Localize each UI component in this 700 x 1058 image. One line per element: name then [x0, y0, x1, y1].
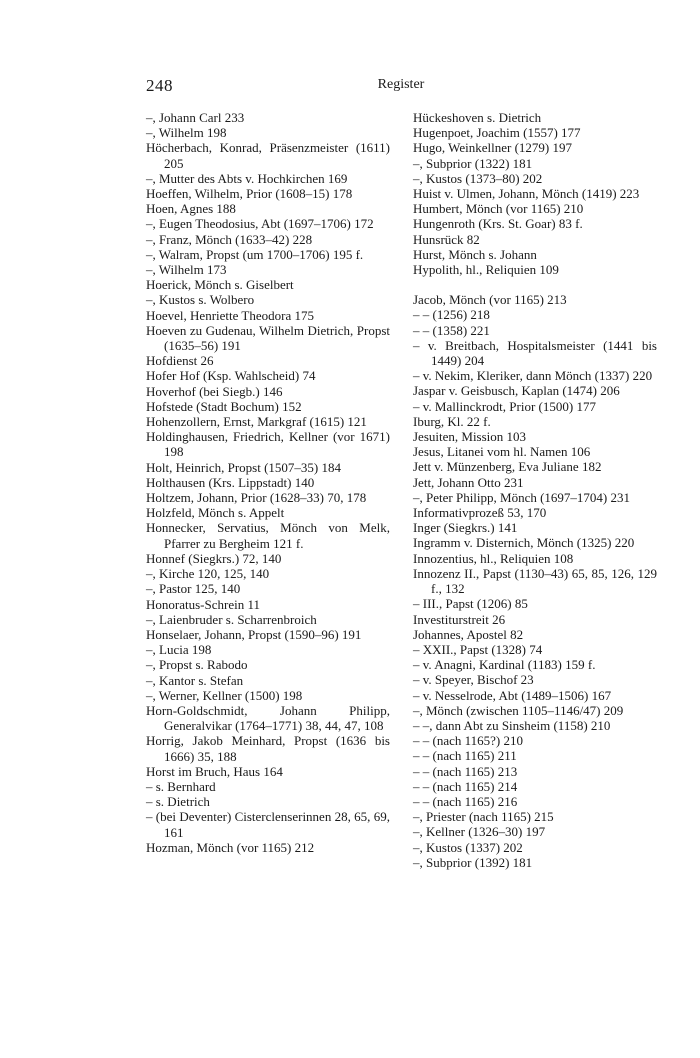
index-entry: –, Mönch (zwischen 1105–1146/47) 209: [413, 702, 624, 718]
index-entry: – v. Nekim, Kleriker, dann Mönch (1337) 220: [413, 368, 653, 384]
index-entry: Hofdienst 26: [146, 353, 214, 369]
index-entry: – s. Bernhard: [146, 778, 216, 794]
index-entry: –, Kustos (1373–80) 202: [413, 170, 543, 186]
index-entry: – (bei Deventer) Cisterclenserinnen 28, 65, 69, 161: [146, 809, 390, 840]
index-entry: – v. Speyer, Bischof 23: [413, 672, 534, 688]
index-entry: Horrig, Jakob Meinhard, Propst (1636 bis 1666) 35, 188: [146, 733, 390, 764]
index-entry: Informativprozeß 53, 170: [413, 505, 547, 521]
index-entry: – – (nach 1165) 211: [413, 748, 517, 764]
index-section-i: [413, 292, 657, 870]
running-title: Register: [377, 77, 425, 92]
index-entry: Jesus, Litanei vom hl. Namen 106: [413, 444, 591, 460]
index-entry: –, Eugen Theodosius, Abt (1697–1706) 172: [146, 216, 374, 232]
index-entry: Jaspar v. Geisbusch, Kaplan (1474) 206: [413, 383, 620, 399]
index-entry: Hofer Hof (Ksp. Wahlscheid) 74: [146, 368, 316, 384]
index-entry: –, Kellner (1326–30) 197: [413, 824, 546, 840]
index-entry: Iburg, Kl. 22 f.: [413, 413, 491, 429]
index-section-h: [413, 110, 657, 277]
index-entry: – XXII., Papst (1328) 74: [413, 641, 543, 657]
index-entry: –, Pastor 125, 140: [146, 581, 241, 597]
index-entry: – – (nach 1165) 213: [413, 763, 518, 779]
index-entry: – v. Breitbach, Hospitalsmeister (1441 bis 1449) 204: [413, 337, 657, 369]
index-entry: – –, dann Abt zu Sinsheim (1158) 210: [413, 717, 611, 733]
index-entry: Hungenroth (Krs. St. Goar) 83 f.: [413, 216, 583, 232]
index-entry: –, Kustos (1337) 202: [413, 839, 523, 855]
index-entry: Hypolith, hl., Reliquien 109: [413, 262, 559, 278]
index-entry: –, Werner, Kellner (1500) 198: [146, 687, 303, 703]
index-entry: –, Priester (nach 1165) 215: [413, 809, 554, 825]
index-entry: Hoverhof (bei Siegb.) 146: [146, 383, 283, 399]
index-entry: –, Johann Carl 233: [146, 110, 245, 125]
index-entry: Innozenz II., Papst (1130–43) 65, 85, 126, 129 f., 132: [413, 565, 657, 597]
index-entry: –, Lucia 198: [146, 642, 212, 658]
index-entry: Holzfeld, Mönch s. Appelt: [146, 505, 285, 521]
index-entry: Horst im Bruch, Haus 164: [146, 763, 283, 779]
section-gap: [413, 277, 657, 292]
index-entry: Honnecker, Servatius, Mönch von Melk, Pfarrer zu Bergheim 121 f.: [146, 520, 390, 551]
index-entry: Hurst, Mönch s. Johann: [413, 246, 537, 262]
index-entry: – s. Dietrich: [146, 794, 210, 810]
index-entry: Honnef (Siegkrs.) 72, 140: [146, 550, 282, 566]
index-entry: Hofstede (Stadt Bochum) 152: [146, 398, 302, 414]
index-entry: Hunsrück 82: [413, 231, 480, 247]
index-entry: – v. Nesselrode, Abt (1489–1506) 167: [413, 687, 612, 703]
index-entry: Hoerick, Mönch s. Giselbert: [146, 277, 294, 293]
index-entry: Hugenpoet, Joachim (1557) 177: [413, 125, 581, 141]
index-entry: – – (nach 1165?) 210: [413, 733, 523, 749]
index-entry: Hozman, Mönch (vor 1165) 212: [146, 839, 315, 855]
index-entry: –, Wilhelm 173: [146, 262, 227, 278]
index-entry: Honoratus-Schrein 11: [146, 596, 260, 612]
index-entry: Horn-Goldschmidt, Johann Philipp, Generalvikar (1764–1771) 38, 44, 47, 108: [146, 702, 390, 734]
index-entry: Innozentius, hl., Reliquien 108: [413, 550, 574, 566]
index-entry: –, Subprior (1322) 181: [413, 155, 533, 171]
index-entry: Hückeshoven s. Dietrich: [413, 110, 542, 125]
page-number: 248: [146, 76, 173, 95]
index-entry: Hoevel, Henriette Theodora 175: [146, 307, 314, 323]
index-entry: –, Laienbruder s. Scharrenbroich: [146, 611, 317, 627]
index-entry: Hohenzollern, Ernst, Markgraf (1615) 121: [146, 414, 367, 430]
index-entry: Huist v. Ulmen, Johann, Mönch (1419) 223: [413, 186, 640, 202]
index-entry: Holdinghausen, Friedrich, Kellner (vor 1671) 198: [146, 429, 390, 460]
index-entry: Holt, Heinrich, Propst (1507–35) 184: [146, 459, 341, 475]
index-entry: Investiturstreit 26: [413, 611, 506, 627]
index-entry: –, Kantor s. Stefan: [146, 672, 244, 688]
index-entry: Jett v. Münzenberg, Eva Juliane 182: [413, 459, 602, 475]
index-entry: –, Franz, Mönch (1633–42) 228: [146, 231, 313, 247]
index-entry: –, Kustos s. Wolbero: [146, 292, 255, 308]
index-entry: –, Walram, Propst (um 1700–1706) 195 f.: [146, 246, 364, 262]
index-entry: Jacob, Mönch (vor 1165) 213: [413, 292, 567, 308]
index-entry: Jett, Johann Otto 231: [413, 474, 524, 490]
index-entry: Inger (Siegkrs.) 141: [413, 520, 518, 536]
index-entry: Höcherbach, Konrad, Präsenzmeister (1611) 205: [146, 140, 390, 171]
index-entry: Hugo, Weinkellner (1279) 197: [413, 140, 573, 156]
index-entry: Jesuiten, Mission 103: [413, 429, 527, 445]
index-entry: – v. Anagni, Kardinal (1183) 159 f.: [413, 657, 596, 673]
index-entry: – III., Papst (1206) 85: [413, 596, 528, 612]
index-entry: – – (nach 1165) 214: [413, 778, 518, 794]
index-entry: – – (1358) 221: [413, 322, 490, 338]
index-entry: Hoeven zu Gudenau, Wilhelm Dietrich, Propst (1635–56) 191: [146, 322, 390, 354]
index-entry: –, Wilhelm 198: [146, 125, 227, 141]
index-entry: – – (nach 1165) 216: [413, 793, 518, 809]
index-column-right: [413, 110, 657, 870]
index-entry: Hoeffen, Wilhelm, Prior (1608–15) 178: [146, 186, 353, 202]
index-entry: Holthausen (Krs. Lippstadt) 140: [146, 474, 315, 490]
index-entry: Johannes, Apostel 82: [413, 626, 524, 642]
index-entry: Ingramm v. Disternich, Mönch (1325) 220: [413, 535, 635, 551]
index-entry: –, Kirche 120, 125, 140: [146, 566, 270, 582]
index-entry: Honselaer, Johann, Propst (1590–96) 191: [146, 626, 362, 642]
page-header: [146, 76, 656, 100]
index-entry: – v. Mallinckrodt, Prior (1500) 177: [413, 398, 596, 414]
index-entry: –, Propst s. Rabodo: [146, 657, 248, 673]
index-entry: –, Mutter des Abts v. Hochkirchen 169: [146, 170, 348, 186]
index-entry: – – (1256) 218: [413, 307, 490, 323]
index-entry: Humbert, Mönch (vor 1165) 210: [413, 201, 584, 217]
index-entry: Holtzem, Johann, Prior (1628–33) 70, 178: [146, 490, 367, 506]
index-entry: –, Peter Philipp, Mönch (1697–1704) 231: [413, 489, 631, 505]
index-entry: Hoen, Agnes 188: [146, 201, 236, 217]
index-entry: –, Subprior (1392) 181: [413, 854, 533, 870]
index-column-left: [146, 110, 390, 855]
